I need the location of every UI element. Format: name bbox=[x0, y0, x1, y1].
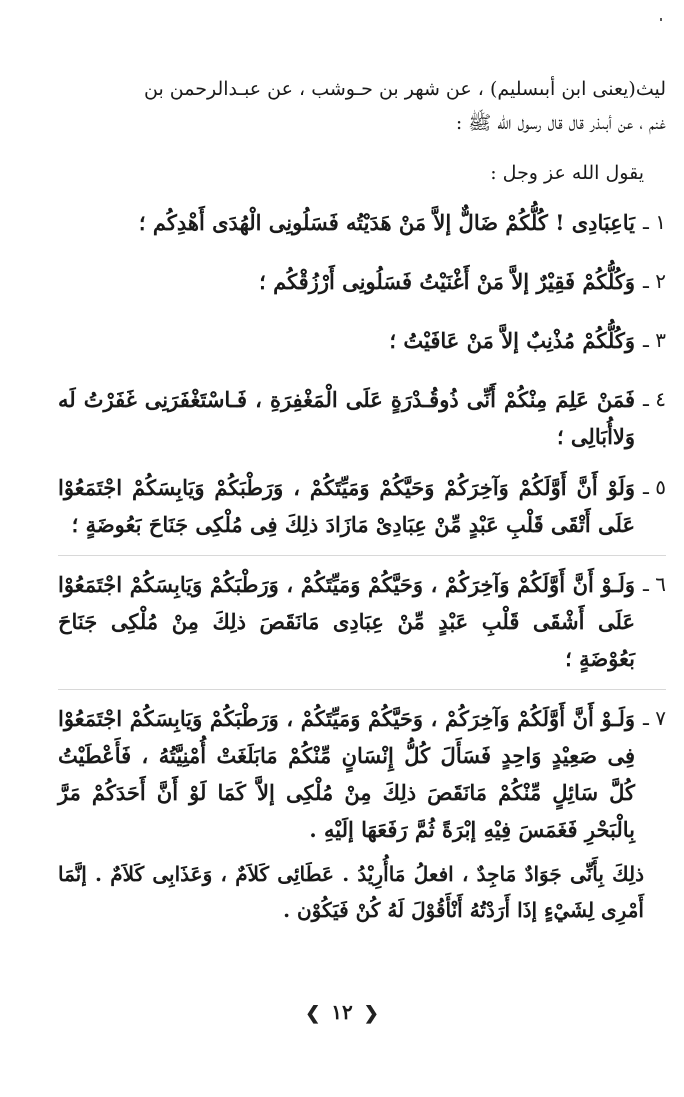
item-number: ٧ ـ bbox=[643, 706, 666, 730]
intro-line-1: ليث(يعنى ابن أبىسليم) ، عن شهر بن حـوشب ، عن عبـدالرحمن بن bbox=[144, 78, 666, 100]
hadith-item-7 bbox=[58, 700, 666, 848]
margin-tick-mark bbox=[660, 18, 662, 21]
section-divider bbox=[58, 555, 666, 556]
item-number: ٦ ـ bbox=[643, 572, 666, 596]
item-number: ٤ ـ bbox=[643, 387, 666, 411]
item-text: وَلَوْ أَنَّ أَوَّلَكُمْ وَآخِرَكُمْ وَحَيَّكُمْ وَمَيِّتَكُمْ ، وَرَطْبَكُمْ وَيَابِسَكُمْ اجْتَمَعُوْا عَلَى أَتْقَى قَلْبِ عَبْدٍ مِّنْ عِبَادِىْ مَازَادَ ذلِكَ فِى مُلْكِى جَنَاحَ بَعُوضَةٍ ؛ bbox=[58, 475, 636, 537]
item-text: وَكُلُّكُمْ مُذْنِبٌ إلاَّ مَنْ عَافَيْتُ ؛ bbox=[389, 328, 636, 353]
item-text: فَمَنْ عَلِمَ مِنْكُمْ أَنِّى ذُوقُـدْرَةٍ عَلَى الْمَغْفِرَةِ ، فَـاسْتَغْفَرَنِى غَفَرْتُ لَه وَلاأُبَالِى ؛ bbox=[58, 387, 636, 449]
lead-line: يقول الله عز وجل : bbox=[490, 162, 644, 184]
ornament-right-icon: ❮ bbox=[363, 1003, 379, 1024]
hadith-item-2 bbox=[58, 263, 666, 300]
hadith-item-3 bbox=[58, 322, 666, 359]
item-number: ٢ ـ bbox=[643, 269, 666, 293]
item-number: ١ ـ bbox=[643, 210, 666, 234]
hadith-item-5 bbox=[58, 469, 666, 543]
item-text: وَكُلُّكُمْ فَقِيْرٌ إلاَّ مَنْ أَغْنَيْتُ فَسَلُونِى أَرْزُقْكُم ؛ bbox=[259, 269, 636, 294]
hadith-item-1 bbox=[58, 204, 666, 241]
hadith-item-4 bbox=[58, 381, 666, 455]
page-number: ١٢ bbox=[331, 1000, 353, 1024]
page-body bbox=[58, 72, 666, 1032]
ornament-left-icon: ❯ bbox=[305, 1003, 321, 1024]
intro-line-2: غنم ، عن أبىذر قال قال رسول الله ﷺ : bbox=[455, 112, 666, 134]
item-text: وَلَـوْ أَنَّ أَوَّلَكُمْ وَآخِرَكُمْ ، وَحَيَّكُمْ وَمَيِّتَكُمْ ، وَرَطْبَكُمْ وَيَابِسَكُمْ اجْتَمَعُوْا عَلَى أَشْقَى قَلْبِ عَبْدٍ مِّنْ عِبَادِى مَانَقَصَ ذلِكَ مِنْ مُلْكِى جَنَاحَ بَعُوْضَةٍ ؛ bbox=[58, 572, 636, 671]
item-text: وَلَـوْ أَنَّ أَوَّلَكُمْ وَآخِرَكُمْ ، وَحَيَّكُمْ وَمَيِّتَكُمْ ، وَرَطْبَكُمْ وَيَابِسَكُمْ اجْتَمَعُوْا فِى صَعِيْدٍ وَاحِدٍ فَسَأَلَ كُلُّ إِنْسَانٍ مِّنْكُمْ مَابَلَغَتْ أُمْنِيَّتُهُ ، فَأَعْطَيْتُ كُلَّ سَائِلٍ مِّنْكُمْ مَانَقَصَ ذلِكَ مِنْ مُلْكِى إلاَّ كَمَا لَوْ أَنَّ أَحَدَكُمْ مَرَّ بِالْبَحْرِ فَغَمَسَ فِيْهِ إبْرَةً ثُمَّ رَفَعَهَا إلَيْهِ . bbox=[58, 706, 636, 842]
item-text: يَاعِبَادِى ! كُلُّكُمْ ضَالٌّ إلاَّ مَنْ هَدَيْتُه فَسَلُونِى الْهُدَى أَهْدِكُم ؛ bbox=[138, 210, 636, 235]
item-number: ٣ ـ bbox=[643, 328, 666, 352]
page-number-footer bbox=[0, 1000, 684, 1024]
closing-paragraph: ذلِكَ بِأَنِّى جَوَادٌ مَاجِدٌ ، افعلُ مَاأُرِيْدُ . عَطَائِى كَلاَمٌ ، وَعَذَابِى كَلاَمٌ . إنَّمَا أَمْرِى لِشَيْءٍ إذَا أَرَدْتُهُ أَنْأَقُوْلَ لَهُ كُنْ فَيَكُوْن . bbox=[58, 862, 644, 922]
hadith-item-6 bbox=[58, 566, 666, 677]
item-number: ٥ ـ bbox=[643, 475, 666, 499]
section-divider bbox=[58, 689, 666, 690]
